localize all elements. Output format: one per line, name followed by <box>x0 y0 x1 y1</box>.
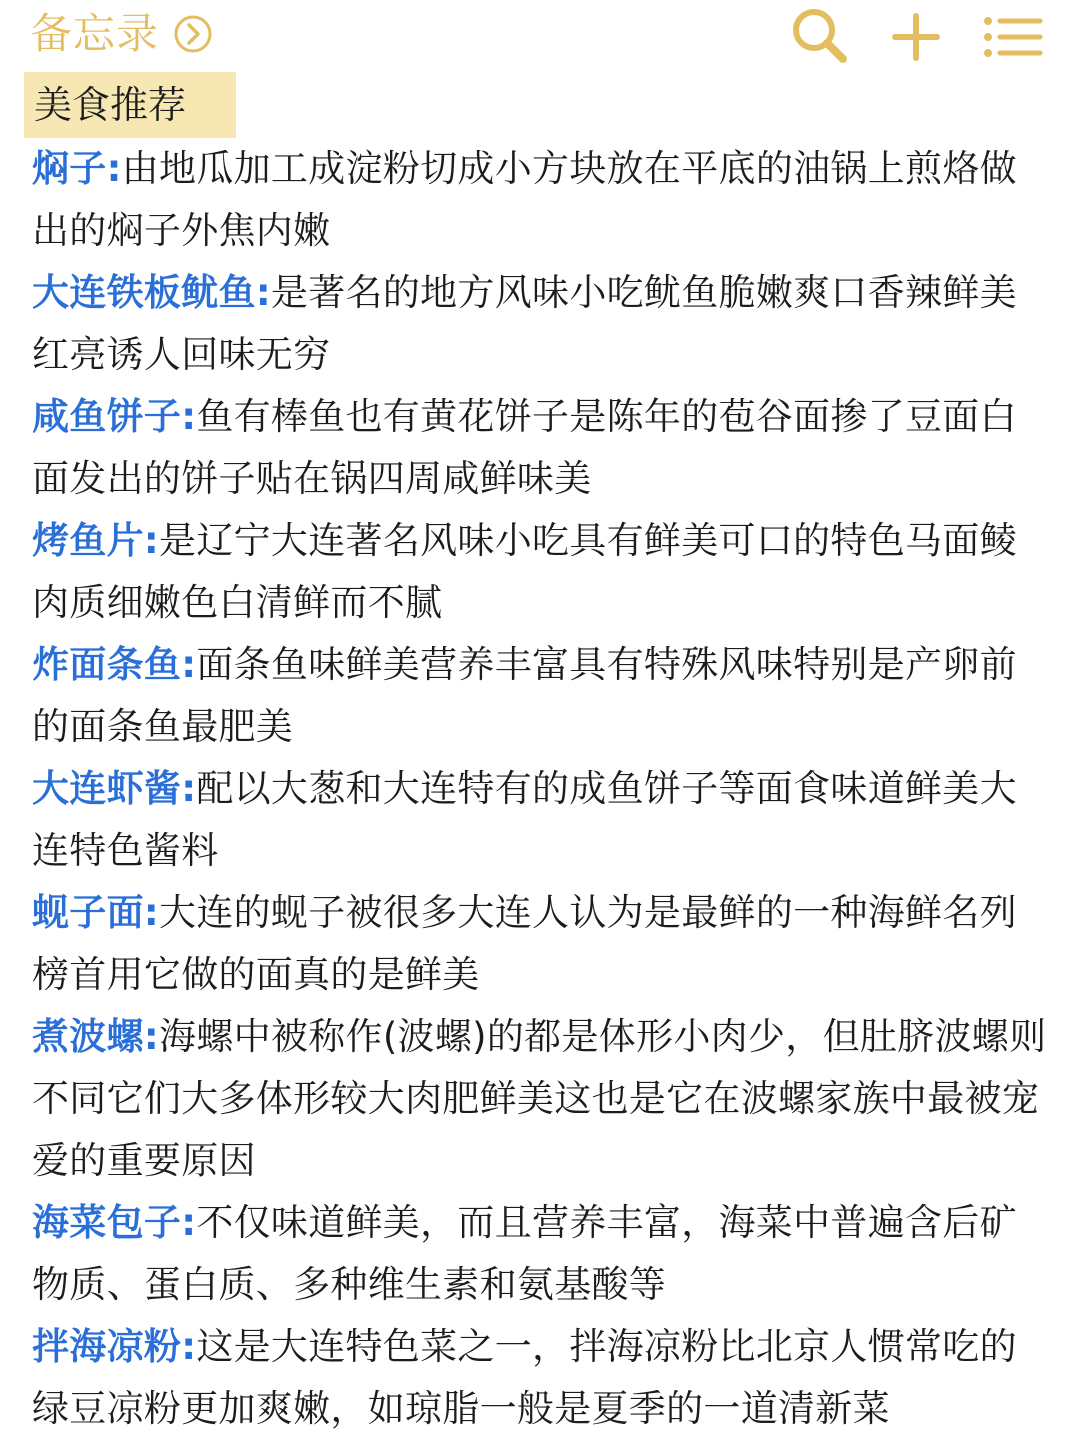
category-tag-label: 美食推荐 <box>34 83 187 127</box>
note-entry <box>32 138 1050 262</box>
entry-separator: : <box>181 1201 197 1244</box>
note-entry <box>32 758 1050 882</box>
search-button[interactable] <box>788 4 852 68</box>
search-icon <box>788 4 852 68</box>
note-entry <box>32 262 1050 386</box>
entry-name: 海菜包子 <box>32 1201 182 1244</box>
note-entry <box>32 882 1050 1006</box>
back-to-notes-button[interactable] <box>30 6 213 62</box>
entry-name: 蚬子面 <box>32 891 144 934</box>
top-bar <box>0 0 1080 72</box>
entry-separator: : <box>181 643 197 686</box>
entry-separator: : <box>181 767 197 810</box>
entry-name: 焖子 <box>32 147 107 190</box>
entry-description: 鱼有棒鱼也有黄花饼子是陈年的苞谷面掺了豆面白面发出的饼子贴在锅四周咸鲜味美 <box>32 395 1017 500</box>
note-entry <box>32 1006 1050 1192</box>
note-entry <box>32 1316 1050 1440</box>
entry-description: 由地瓜加工成淀粉切成小方块放在平底的油锅上煎烙做出的焖子外焦内嫩 <box>32 147 1017 252</box>
entry-separator: : <box>143 1015 160 1058</box>
entry-name: 拌海凉粉 <box>32 1325 182 1368</box>
note-entry <box>32 510 1050 634</box>
plus-icon <box>884 4 948 68</box>
entry-name: 烤鱼片 <box>32 519 144 562</box>
back-label: 备忘录 <box>30 9 160 58</box>
entry-description: 不仅味道鲜美，而且营养丰富，海菜中普遍含后矿物质、蛋白质、多种维生素和氨基酸等 <box>32 1201 1017 1306</box>
category-tag[interactable] <box>24 72 236 138</box>
note-entry <box>32 386 1050 510</box>
note-body[interactable] <box>32 138 1050 1440</box>
entry-description: 海螺中被称作(波螺)的都是体形小肉少，但肚脐波螺则不同它们大多体形较大肉肥鲜美这也是它在波螺家族中最被宠爱的重要原因 <box>32 1015 1047 1182</box>
list-icon <box>980 4 1044 68</box>
entry-separator: : <box>143 519 160 562</box>
chevron-right-circle-icon <box>173 14 213 54</box>
entry-description: 这是大连特色菜之一，拌海凉粉比北京人惯常吃的绿豆凉粉更加爽嫩，如琼脂一般是夏季的一道清新菜 <box>32 1325 1017 1430</box>
entry-description: 大连的蚬子被很多大连人认为是最鲜的一种海鲜名列榜首用它做的面真的是鲜美 <box>32 891 1017 996</box>
entry-description: 是辽宁大连著名风味小吃具有鲜美可口的特色马面鲮肉质细嫩色白清鲜而不腻 <box>32 519 1017 624</box>
entry-name: 大连铁板鱿鱼 <box>32 271 256 314</box>
entry-name: 炸面条鱼 <box>32 643 182 686</box>
entry-name: 大连虾酱 <box>32 767 182 810</box>
entry-separator: : <box>106 147 122 190</box>
entry-separator: : <box>181 1325 197 1368</box>
entry-name: 咸鱼饼子 <box>32 395 182 438</box>
add-note-button[interactable] <box>884 4 948 68</box>
list-menu-button[interactable] <box>980 4 1044 68</box>
entry-separator: : <box>255 271 271 314</box>
note-entry <box>32 634 1050 758</box>
note-entry <box>32 1192 1050 1316</box>
entry-description: 面条鱼味鲜美营养丰富具有特殊风味特别是产卵前的面条鱼最肥美 <box>32 643 1017 748</box>
entry-name: 煮波螺 <box>32 1015 144 1058</box>
entry-separator: : <box>143 891 160 934</box>
entry-description: 是著名的地方风味小吃鱿鱼脆嫩爽口香辣鲜美红亮诱人回味无穷 <box>32 271 1017 376</box>
entry-separator: : <box>181 395 197 438</box>
entry-description: 配以大葱和大连特有的成鱼饼子等面食味道鲜美大连特色酱料 <box>32 767 1017 872</box>
